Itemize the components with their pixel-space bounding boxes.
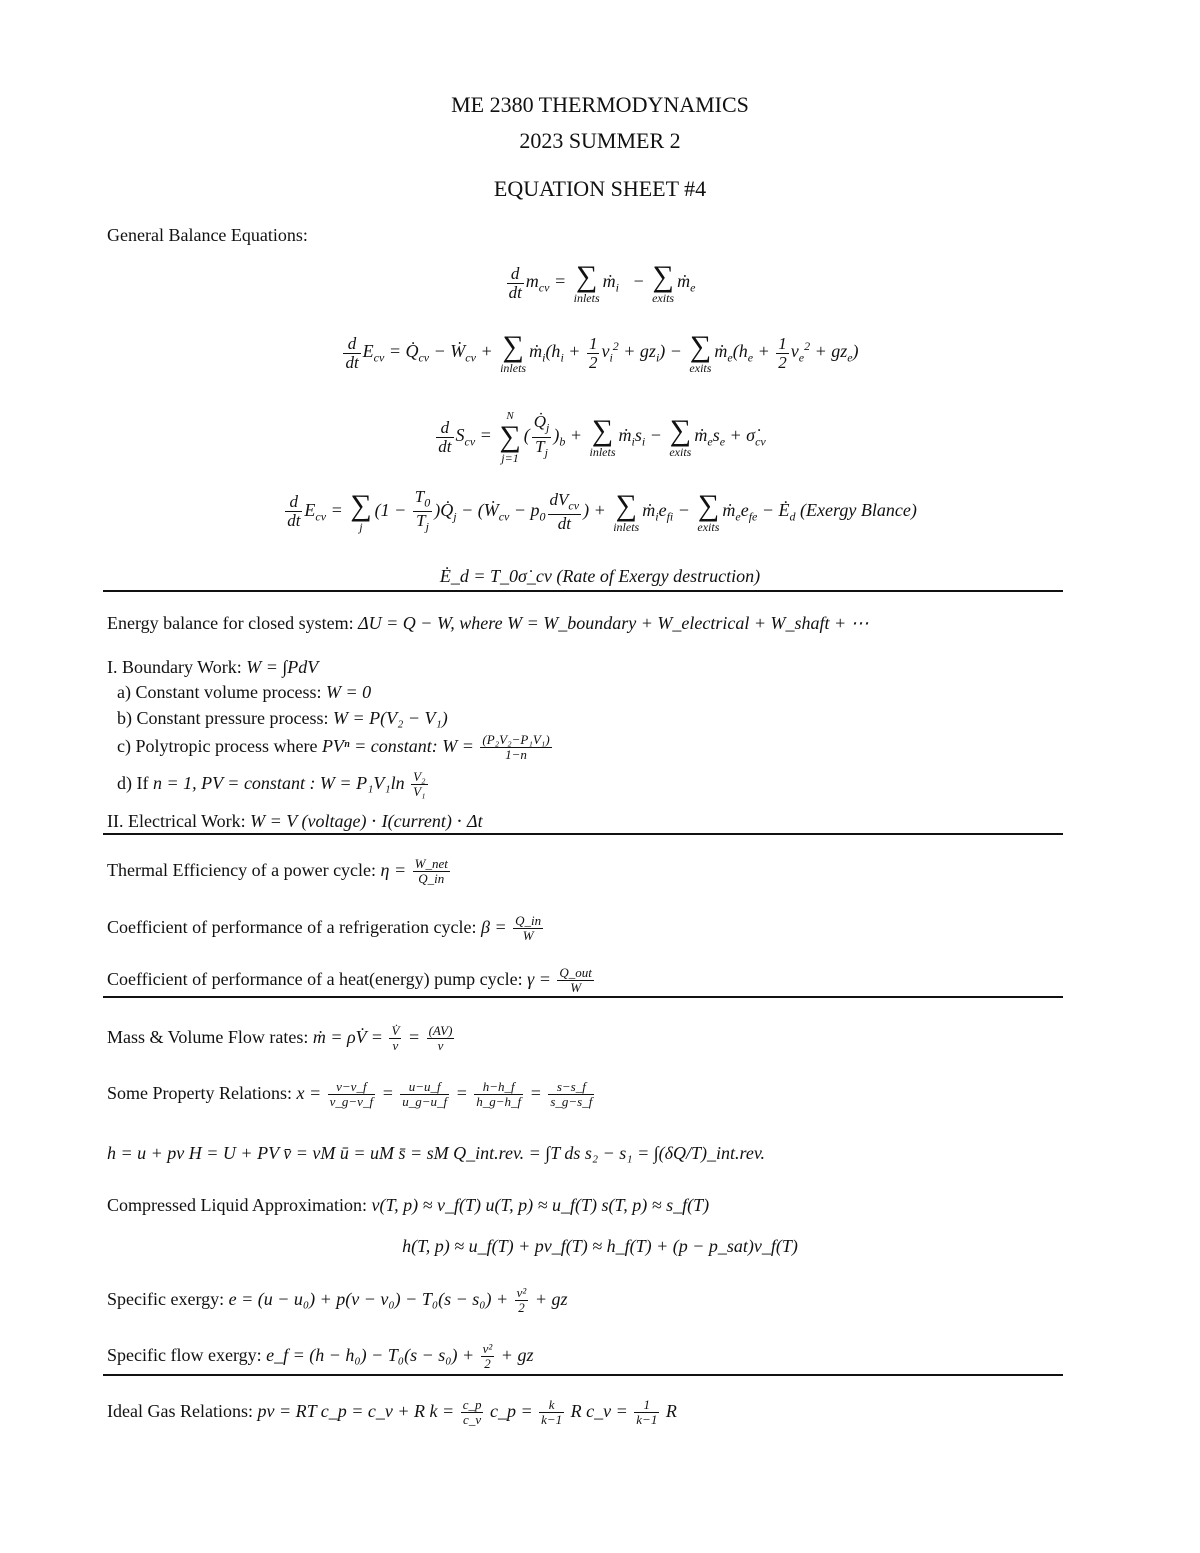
exergy-balance-equation: $\frac{d}{dt}$ $E_{cv}$ = ∑ j (1 − $\frac{T_0}{T_j}$ )$Q̇_j$ − (Ẇ$_{cv}$ − $p_0$ $\frac{dV_{cv}}{dt}$ ) + ∑ inlets $ṁ_ie_{fi}$ − ∑ exits $ṁ_ee_{fe}$ − $Ė_d$ (Exergy Blance) [287, 487, 917, 534]
property-relations: Some Property Relations: x = $\frac{v-v\_f}{v\_g-v\_f}$ = $\frac{u-u\_f}{u\_g-u\_f}$ = $\frac{h-h\_f}{h\_g-h\_f}$ = $\frac{s-s\_f}{s\_g-s\_f}$ [107, 1079, 593, 1110]
heat-pump-cop: Coefficient of performance of a heat(energy) pump cycle: γ = $\frac{\text{Q\_out}}{W}$ [107, 965, 592, 996]
term-title: 2023 SUMMER 2 [519, 128, 681, 153]
divider [103, 833, 1063, 835]
constant-pressure: b) Constant pressure process: W = P(V₂ − V₁) [117, 708, 448, 728]
enthalpy-relations: h = u + pv H = U + PV v̄ = vM ū = uM s̄ = sM Q_int.rev. = ∫T ds s₂ − s₁ = ∫(δQ/T)_int.rev. [107, 1143, 765, 1163]
specific-flow-exergy: Specific flow exergy: e_f = (h − h₀) − T₀(s − s₀) + $\frac{\text{v²}}{2}$ + gz [107, 1341, 534, 1372]
flow-rates: Mass & Volume Flow rates: ṁ = ρV̇ = $\frac{V̇}{v}$ = $\frac{(AV)}{v}$ [107, 1023, 453, 1054]
specific-exergy: Specific exergy: e = (u − u₀) + p(v − v₀) − T₀(s − s₀) + $\frac{\text{v²}}{2}$ + gz [107, 1285, 568, 1316]
entropy-balance-equation: $\frac{d}{dt}$ $S_{cv}$ = N ∑ j=1 ( $\frac{Q̇_j}{T_j}$ )$_b$ + ∑ inlets $ṁ_is_i$ − ∑ exits $ṁ_es_e$ + $\sigmȧ_{cv}$ [438, 410, 766, 465]
ideal-gas-relations: Ideal Gas Relations: pv = RT c_p = c_v + R k = $\frac{c\_p}{c\_v}$ c_p = $\frac{k}{k-1}$ R c_v = $\frac{1}{k-1}$ R [107, 1397, 677, 1428]
divider [103, 1374, 1063, 1376]
closed-energy-balance: Energy balance for closed system: ΔU = Q − W, where W = W_boundary + W_electrical + W_shaft + ⋯ [107, 613, 869, 633]
electrical-work: II. Electrical Work: W = V (voltage) ⋅ I(current) ⋅ Δt [107, 811, 483, 831]
exergy-label: (Exergy Blance) [800, 500, 917, 521]
sheet-title: EQUATION SHEET #4 [493, 176, 707, 201]
constant-volume: a) Constant volume process: W = 0 [117, 682, 372, 702]
divider [103, 996, 1063, 998]
refrigeration-cop: Coefficient of performance of a refrigeration cycle: β = $\frac{Q\_in}{W}$ [107, 913, 542, 944]
course-title: ME 2380 THERMODYNAMICS [451, 92, 749, 117]
balance-heading: General Balance Equations: [107, 225, 308, 245]
boundary-work: I. Boundary Work: W = ∫PdV [107, 657, 319, 677]
energy-balance-equation: $\frac{d}{dt}$ $E_{cv}$ = $Q̇_{cv}$ − Ẇ$_{cv}$ + ∑ inlets $ṁ_i(h_i$ + $\frac{1}{2}$ $v_i^2 + gz_i$) − ∑ exits $ṁ_e(h_e$ + $\frac{1}{2}$ $v_e^2 + gz_e$) [345, 330, 859, 375]
polytropic: c) Polytropic process where PVⁿ = constant: W = $\frac{\text{(P₂V₂−P₁V₁)}}{1-n}$ [117, 732, 550, 763]
compressed-liquid-enthalpy: h(T, p) ≈ u_f(T) + pv_f(T) ≈ h_f(T) + (p − p_sat)v_f(T) [402, 1236, 798, 1256]
thermal-efficiency: Thermal Efficiency of a power cycle: η = $\frac{\text{W\_net}}{Q\_in}$ [107, 856, 448, 887]
divider [103, 590, 1063, 592]
isothermal: d) If n = 1, PV = constant : W = P₁V₁ln $\frac{\text{V₂}}{\text{V₁}}$ [117, 769, 426, 800]
mass-balance-equation: $\frac{d}{dt}$ $m_{cv}$ = ∑ inlets ṁ$_i$ − ∑ exits ṁ$_e$ [508, 260, 696, 305]
compressed-liquid: Compressed Liquid Approximation: v(T, p) ≈ v_f(T) u(T, p) ≈ u_f(T) s(T, p) ≈ s_f(T) [107, 1195, 710, 1215]
exergy-destruction: Ė_d = T_0σ̇_cv (Rate of Exergy destruction) [439, 566, 761, 586]
